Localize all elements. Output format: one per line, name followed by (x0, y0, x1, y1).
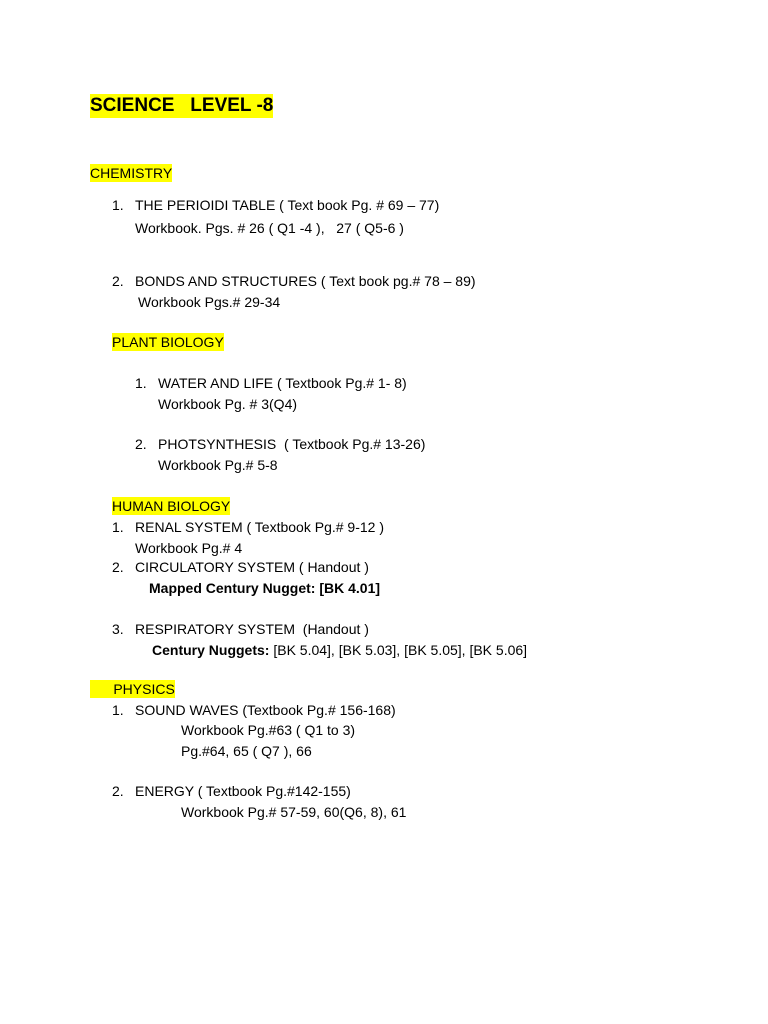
century-nuggets-value: [BK 5.04], [BK 5.03], [BK 5.05], [BK 5.06] (269, 642, 528, 658)
list-item: PHOTSYNTHESIS ( Textbook Pg.# 13-26) (158, 436, 426, 452)
list-item-sub: Workbook Pg. # 3(Q4) (158, 396, 298, 412)
page-title: SCIENCE LEVEL -8 (90, 95, 274, 116)
list-number: 1. (112, 519, 124, 535)
list-item: RESPIRATORY SYSTEM (Handout ) (135, 621, 369, 637)
list-item-sub: Workbook Pg.#63 ( Q1 to 3) (181, 722, 356, 738)
list-item: ENERGY ( Textbook Pg.#142-155) (135, 783, 351, 799)
list-number: 1. (135, 375, 147, 391)
list-item: WATER AND LIFE ( Textbook Pg.# 1- 8) (158, 375, 407, 391)
list-item: SOUND WAVES (Textbook Pg.# 156-168) (135, 702, 396, 718)
list-number: 2. (112, 783, 124, 799)
section-heading-chemistry: CHEMISTRY (90, 165, 173, 181)
list-item: BONDS AND STRUCTURES ( Text book pg.# 78 – 89) (135, 273, 476, 289)
list-item-sub: Workbook Pg.# 5-8 (158, 457, 278, 473)
list-item: CIRCULATORY SYSTEM ( Handout ) (135, 559, 369, 575)
century-nuggets-label: Century Nuggets: (152, 642, 270, 658)
list-item: RENAL SYSTEM ( Textbook Pg.# 9-12 ) (135, 519, 384, 535)
list-item-sub: Workbook Pg.# 57-59, 60(Q6, 8), 61 (181, 804, 407, 820)
list-item-sub: Pg.#64, 65 ( Q7 ), 66 (181, 743, 312, 759)
list-number: 2. (135, 436, 147, 452)
list-number: 1. (112, 702, 124, 718)
list-number: 1. (112, 197, 124, 213)
list-item: THE PERIOIDI TABLE ( Text book Pg. # 69 – 77) (135, 197, 440, 213)
list-number: 3. (112, 621, 124, 637)
section-heading-physics: PHYSICS (90, 681, 175, 697)
list-number: 2. (112, 559, 124, 575)
century-nugget-label: Mapped Century Nugget: [BK 4.01] (149, 580, 381, 596)
list-item-sub: Workbook. Pgs. # 26 ( Q1 -4 ), 27 ( Q5-6 ) (135, 220, 404, 236)
list-number: 2. (112, 273, 124, 289)
list-item-sub: Workbook Pg.# 4 (135, 540, 243, 556)
century-nuggets-line (152, 641, 527, 659)
list-item-sub: Workbook Pgs.# 29-34 (138, 294, 281, 310)
section-heading-plant-biology: PLANT BIOLOGY (112, 334, 224, 350)
section-heading-human-biology: HUMAN BIOLOGY (112, 498, 231, 514)
